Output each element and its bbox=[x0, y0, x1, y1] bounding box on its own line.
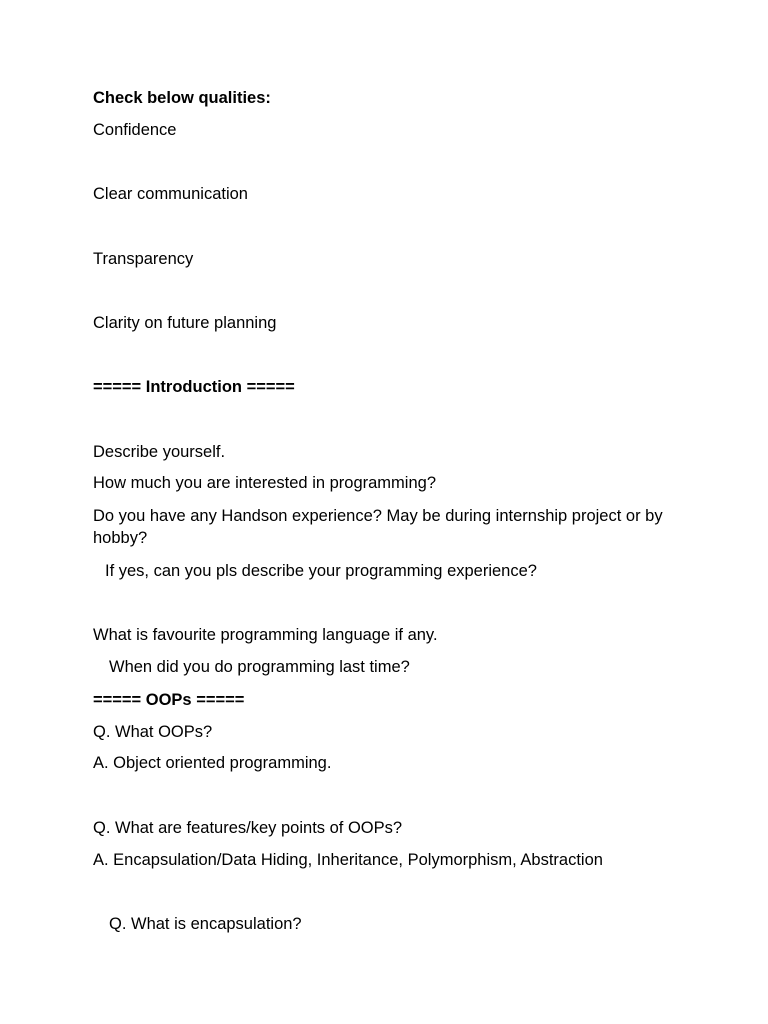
intro-question-describe-experience: If yes, can you pls describe your programming experience? bbox=[105, 562, 537, 580]
quality-transparency: Transparency bbox=[93, 250, 194, 268]
oops-answer-features: A. Encapsulation/Data Hiding, Inheritance, Polymorphism, Abstraction bbox=[93, 851, 603, 869]
intro-question-last-time: When did you do programming last time? bbox=[109, 658, 410, 676]
qualities-heading: Check below qualities: bbox=[93, 89, 271, 107]
quality-clarity-future-planning: Clarity on future planning bbox=[93, 314, 277, 332]
intro-question-handson: Do you have any Handson experience? May be during internship project or by hobby? bbox=[93, 507, 663, 547]
intro-question-favourite-language: What is favourite programming language if any. bbox=[93, 626, 438, 644]
oops-question-what: Q. What OOPs? bbox=[93, 723, 213, 741]
quality-confidence: Confidence bbox=[93, 121, 177, 139]
oops-question-encapsulation: Q. What is encapsulation? bbox=[109, 915, 302, 933]
oops-heading: ===== OOPs ===== bbox=[93, 691, 245, 709]
intro-question-describe-yourself: Describe yourself. bbox=[93, 443, 226, 461]
oops-answer-what: A. Object oriented programming. bbox=[93, 754, 332, 772]
introduction-heading: ===== Introduction ===== bbox=[93, 378, 295, 396]
intro-question-interest: How much you are interested in programming? bbox=[93, 474, 436, 492]
quality-clear-communication: Clear communication bbox=[93, 185, 248, 203]
oops-question-features: Q. What are features/key points of OOPs? bbox=[93, 819, 403, 837]
